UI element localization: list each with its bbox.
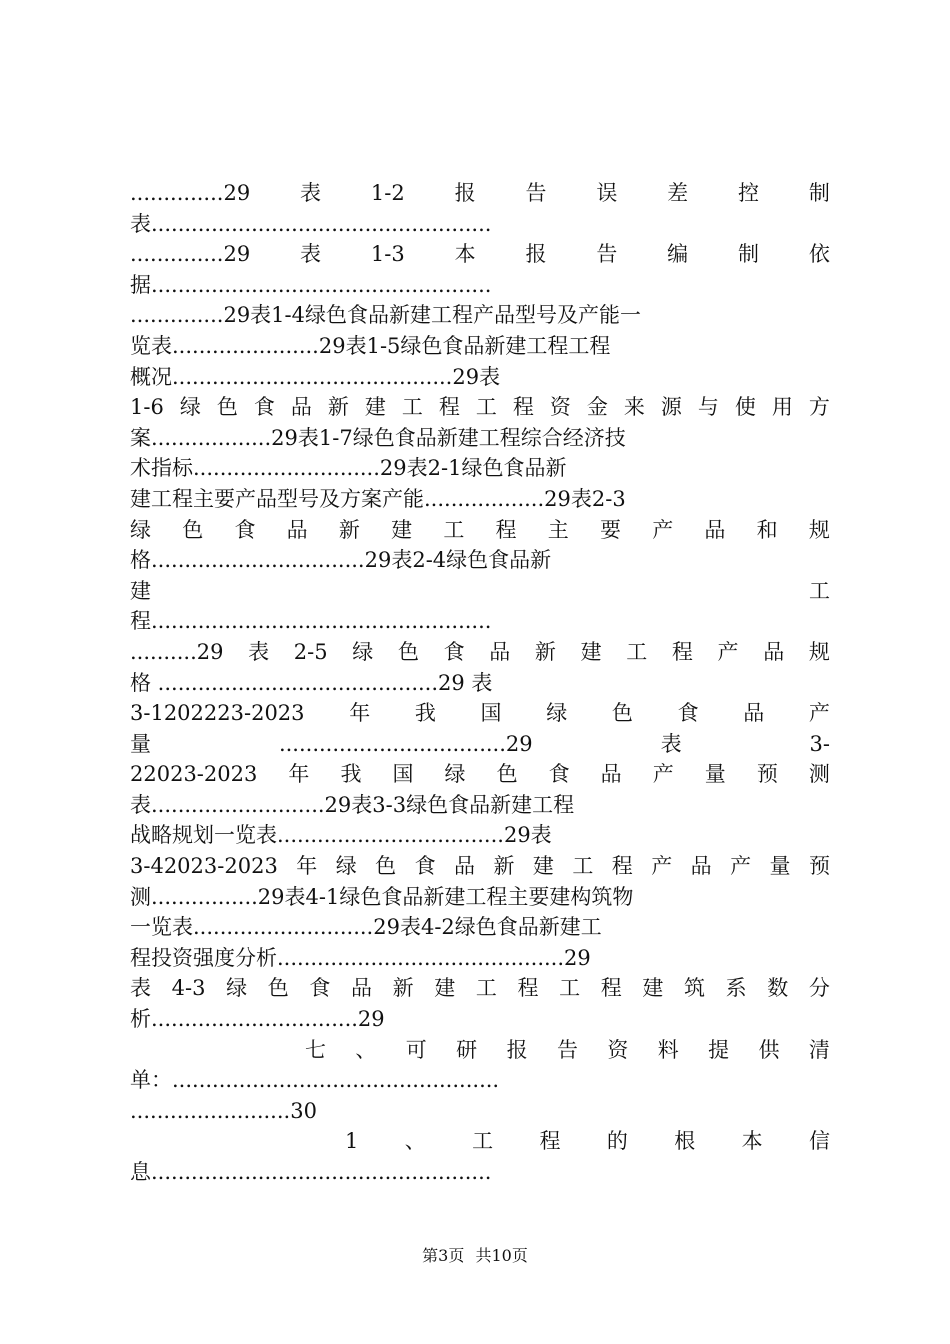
toc-token: 本: [454, 242, 476, 267]
toc-token: 品: [454, 854, 475, 879]
toc-token: 预: [808, 854, 830, 879]
toc-token: 来: [623, 395, 645, 420]
toc-token: 提: [708, 1037, 730, 1062]
toc-token: 产: [652, 517, 674, 542]
toc-token: 可: [405, 1037, 427, 1062]
toc-line: ..............29表1-4绿色食品新建工程产品型号及产能一: [130, 303, 641, 328]
toc-token: 1-3: [370, 242, 405, 267]
toc-token: 工: [475, 395, 497, 420]
toc-line: 格 ..........................................29 表: [130, 670, 493, 695]
toc-token: 规: [808, 517, 830, 542]
toc-token: 表: [660, 731, 682, 756]
toc-line: [130, 515, 830, 546]
table-of-contents: [130, 178, 830, 1188]
toc-token: 资: [607, 1037, 629, 1062]
toc-token: 4-3: [171, 976, 206, 1001]
toc-token: 工: [626, 639, 648, 664]
toc-token: ..............29: [130, 242, 251, 267]
toc-token: 程: [517, 976, 539, 1001]
toc-token: 绿: [546, 701, 568, 726]
toc-token: 1: [345, 1129, 359, 1154]
toc-token: 程: [611, 854, 633, 879]
toc-token: 源: [660, 395, 682, 420]
toc-token: 、: [355, 1037, 377, 1062]
toc-token: 建: [391, 517, 413, 542]
toc-line: 测................29表4-1绿色食品新建工程主要建构筑物: [130, 884, 634, 909]
toc-token: 程: [539, 1129, 561, 1154]
toc-token: 产: [730, 854, 752, 879]
toc-token: 资: [549, 395, 571, 420]
toc-token: 色: [397, 639, 419, 664]
toc-token: 使: [734, 395, 756, 420]
toc-token: 2-5: [293, 639, 328, 664]
toc-token: 品: [704, 517, 726, 542]
toc-token: 程: [512, 395, 534, 420]
toc-token: 色: [611, 701, 633, 726]
toc-line: 程...................................................: [130, 609, 492, 634]
toc-token: 1-6: [130, 395, 164, 420]
toc-line: 览表......................29表1-5绿色食品新建工程工程: [130, 333, 611, 358]
toc-line: 据...................................................: [130, 272, 492, 297]
toc-token: 工: [559, 976, 581, 1001]
page-footer: [0, 1243, 950, 1266]
toc-token: 年: [349, 701, 371, 726]
toc-token: 程: [438, 395, 460, 420]
toc-token: 食: [309, 976, 331, 1001]
toc-line: [130, 1035, 830, 1066]
toc-token: 预: [756, 762, 778, 787]
toc-token: 绿: [226, 976, 248, 1001]
toc-token: 主: [547, 517, 569, 542]
toc-token: 新: [392, 976, 414, 1001]
toc-token: 报: [506, 1037, 528, 1062]
toc-token: 品: [763, 639, 785, 664]
toc-token: 年: [296, 854, 318, 879]
toc-token: 绿: [352, 639, 374, 664]
toc-token: 品: [743, 701, 765, 726]
toc-token: 误: [596, 181, 618, 205]
toc-line: 案..................29表1-7绿色食品新建工程综合经济技: [130, 425, 626, 450]
toc-token: 年: [288, 762, 310, 787]
toc-token: 色: [216, 395, 238, 420]
toc-line: [130, 239, 830, 270]
toc-token: 绿: [335, 854, 357, 879]
toc-token: 色: [375, 854, 397, 879]
toc-token: 建: [130, 578, 151, 603]
toc-token: 研: [456, 1037, 478, 1062]
toc-token: 1-2: [370, 181, 405, 205]
toc-line: [130, 759, 830, 790]
toc-line: 术指标............................29表2-1绿色食品新: [130, 456, 567, 481]
toc-token: 的: [606, 1129, 628, 1154]
toc-token: 产: [652, 762, 674, 787]
toc-token: 方: [808, 395, 830, 420]
toc-token: 程: [600, 976, 622, 1001]
toc-token: 工: [443, 517, 465, 542]
toc-token: 食: [548, 762, 570, 787]
toc-token: 工: [472, 1129, 494, 1154]
toc-token: 依: [808, 242, 830, 267]
toc-token: ..................................29: [278, 731, 533, 756]
toc-token: 告: [596, 242, 618, 267]
toc-token: 新: [493, 854, 515, 879]
toc-token: ..........29: [130, 639, 224, 664]
toc-token: 表: [300, 242, 322, 267]
toc-line: 息...................................................: [130, 1160, 492, 1184]
toc-token: 工: [572, 854, 594, 879]
toc-token: 控: [738, 181, 760, 205]
toc-token: 国: [480, 701, 502, 726]
toc-line: [130, 1126, 830, 1157]
toc-token: 产: [651, 854, 673, 879]
toc-token: 食: [677, 701, 699, 726]
page-total: 共10页: [475, 1246, 528, 1265]
toc-line: [130, 576, 830, 607]
toc-token: 建: [580, 639, 602, 664]
toc-token: 信: [809, 1129, 830, 1154]
toc-token: 色: [182, 517, 204, 542]
toc-token: 产: [717, 639, 739, 664]
toc-token: 要: [599, 517, 621, 542]
toc-token: 制: [808, 181, 830, 205]
toc-token: 工: [809, 578, 830, 603]
toc-token: 量: [704, 762, 726, 787]
toc-token: 食: [443, 639, 465, 664]
toc-token: 绿: [130, 517, 151, 542]
toc-token: 程: [671, 639, 693, 664]
toc-token: 色: [267, 976, 289, 1001]
toc-token: 品: [290, 395, 312, 420]
toc-token: 程: [495, 517, 517, 542]
toc-token: ..............29: [130, 181, 251, 205]
toc-line: 一览表...........................29表4-2绿色食品新建工: [130, 915, 602, 940]
toc-token: 制: [738, 242, 760, 267]
toc-token: 、: [404, 1129, 426, 1154]
toc-token: 品: [690, 854, 712, 879]
toc-token: 供: [758, 1037, 780, 1062]
toc-token: 品: [350, 976, 372, 1001]
toc-line: [130, 851, 830, 882]
toc-token: 国: [392, 762, 414, 787]
toc-token: 建: [434, 976, 456, 1001]
toc-token: 食: [234, 517, 256, 542]
toc-token: 和: [756, 517, 778, 542]
toc-token: 工: [475, 976, 497, 1001]
toc-token: 编: [667, 242, 689, 267]
toc-token: 色: [496, 762, 518, 787]
toc-token: 品: [489, 639, 511, 664]
toc-line: 表...................................................: [130, 211, 492, 236]
toc-line: [130, 637, 830, 668]
toc-line: [130, 973, 830, 1004]
toc-token: 测: [808, 762, 830, 787]
toc-token: 料: [657, 1037, 679, 1062]
toc-token: 产: [808, 701, 830, 726]
toc-line: 格................................29表2-4绿色食品新: [130, 548, 552, 573]
toc-token: 告: [556, 1037, 578, 1062]
toc-token: 差: [667, 181, 689, 205]
toc-line: 概况..........................................29表: [130, 364, 501, 389]
toc-line: ........................30: [130, 1098, 317, 1123]
toc-token: 3-42023-2023: [130, 854, 278, 879]
toc-token: 本: [741, 1129, 763, 1154]
toc-token: 品: [600, 762, 622, 787]
toc-token: 七: [305, 1037, 326, 1062]
toc-token: 新: [534, 639, 556, 664]
toc-token: 3-: [809, 731, 830, 756]
toc-token: 金: [586, 395, 608, 420]
toc-token: 绿: [179, 395, 201, 420]
toc-token: 食: [253, 395, 275, 420]
toc-token: 告: [525, 181, 547, 205]
toc-line: 建工程主要产品型号及方案产能..................29表2-3: [130, 486, 626, 511]
toc-token: 量: [769, 854, 791, 879]
toc-line: [130, 729, 830, 760]
toc-token: 与: [697, 395, 719, 420]
toc-token: 系: [725, 976, 747, 1001]
toc-line: 析...............................29: [130, 1007, 385, 1032]
toc-token: 3-1202223-2023: [130, 701, 305, 726]
toc-token: 表: [248, 639, 270, 664]
toc-token: 我: [414, 701, 436, 726]
toc-token: 根: [674, 1129, 696, 1154]
toc-token: 清: [808, 1037, 830, 1062]
toc-token: 规: [808, 639, 830, 664]
toc-line: [130, 698, 830, 729]
toc-token: 品: [286, 517, 308, 542]
toc-token: 建: [364, 395, 386, 420]
toc-token: 数: [767, 976, 789, 1001]
toc-token: 表: [300, 181, 322, 205]
toc-token: 报: [454, 181, 476, 205]
toc-token: 建: [532, 854, 554, 879]
toc-token: 新: [338, 517, 360, 542]
toc-line: 战略规划一览表..................................29表: [130, 823, 552, 848]
toc-token: 绿: [444, 762, 466, 787]
toc-line: 表..........................29表3-3绿色食品新建工程: [130, 792, 575, 817]
toc-token: 新: [327, 395, 349, 420]
toc-line: 程投资强度分析...........................................29: [130, 945, 591, 970]
page-number: 第3页: [422, 1246, 465, 1265]
toc-token: 筑: [683, 976, 705, 1001]
toc-token: 我: [340, 762, 362, 787]
toc-token: 分: [808, 976, 830, 1001]
toc-line: [130, 392, 830, 423]
toc-line: [130, 178, 830, 209]
toc-token: 建: [642, 976, 664, 1001]
toc-line: 单：.................................................: [130, 1068, 500, 1093]
toc-token: 量: [130, 731, 151, 756]
toc-token: 报: [525, 242, 547, 267]
toc-token: 用: [771, 395, 793, 420]
toc-token: 工: [401, 395, 423, 420]
toc-token: 22023-2023: [130, 762, 258, 787]
toc-token: 表: [130, 976, 151, 1001]
toc-token: 食: [414, 854, 436, 879]
